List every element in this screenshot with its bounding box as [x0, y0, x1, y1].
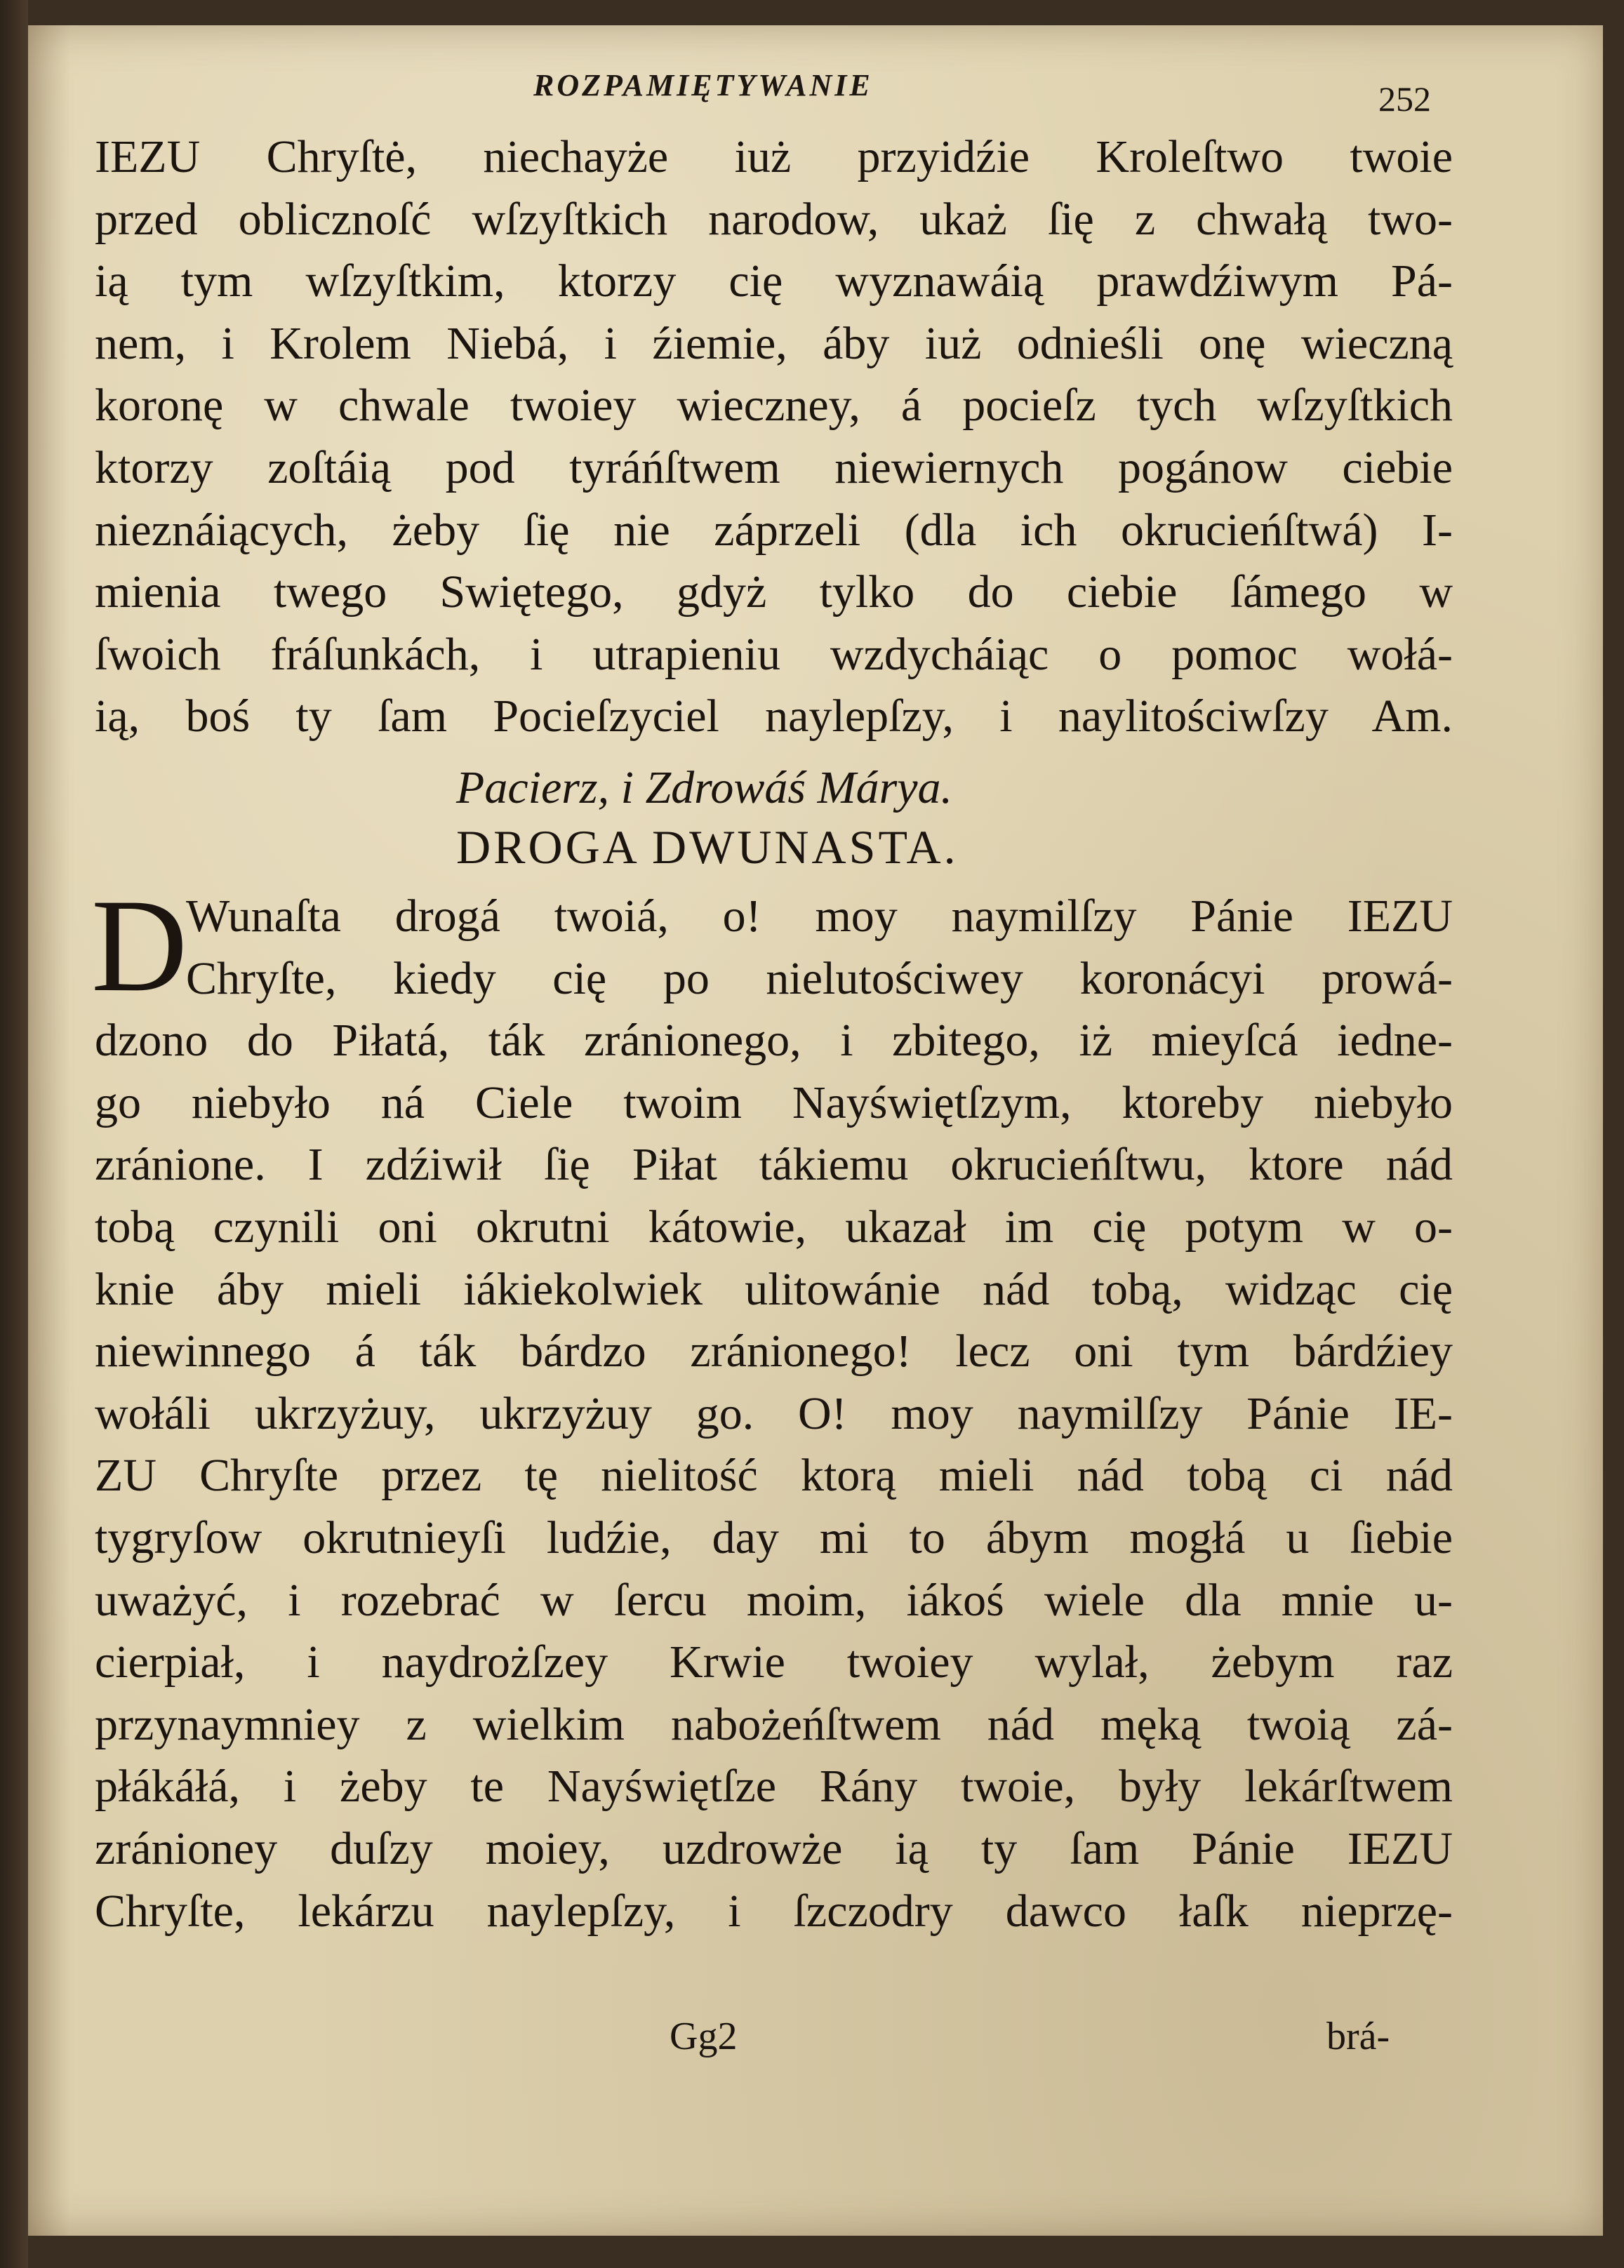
- section-heading: DROGA DWUNASTA.: [456, 820, 959, 874]
- text-line: Chryſte, kiedy cię po nielutościwey koronácyi prowá-: [186, 952, 1453, 1004]
- text-line: nem, i Krolem Niebá, i źiemie, áby iuż odnieśli onę wieczną: [95, 317, 1453, 369]
- text-line: wołáli ukrzyżuy, ukrzyżuy go. O! moy naymilſzy Pánie IE-: [95, 1387, 1453, 1439]
- text-line: cierpiał, i naydrożſzey Krwie twoiey wylał, żebym raz: [95, 1636, 1453, 1688]
- prayer-rubric: Pacierz, i Zdrowáś Márya.: [456, 762, 953, 813]
- text-line: ią tym wſzyſtkim, ktorzy cię wyznawáią prawdźiwym Pá-: [95, 255, 1453, 307]
- text-line: niewinnego á ták bárdzo zránionego! lecz oni tym bárdźiey: [95, 1326, 1453, 1378]
- text-line: przed oblicznoſć wſzyſtkich narodow, ukaż ſię z chwałą two-: [95, 193, 1453, 245]
- catchword: brá-: [1326, 2015, 1390, 2058]
- text-line: zránione. I zdźiwił ſię Piłat tákiemu okrucieńſtwu, ktore nád: [95, 1139, 1453, 1191]
- signature-mark: Gg2: [670, 2015, 738, 2058]
- book-gutter: [0, 0, 28, 2268]
- text-line: go niebyło ná Ciele twoim Nayświętſzym, ktoreby niebyło: [95, 1076, 1453, 1128]
- text-line: dzono do Piłatá, ták zránionego, i zbitego, iż mieyſcá iedne-: [95, 1015, 1453, 1067]
- text-line: uważyć, i rozebrać w ſercu moim, iákoś wiele dla mnie u-: [95, 1574, 1453, 1626]
- text-line: knie áby mieli iákiekolwiek ulitowánie nád tobą, widząc cię: [95, 1263, 1453, 1315]
- text-line: IEZU Chryſtė, niechayże iuż przyidźie Kroleſtwo twoie: [95, 131, 1453, 182]
- text-line: ktorzy zoſtáią pod tyráńſtwem niewiernych pogánow ciebie: [95, 441, 1453, 493]
- text-line: ſwoich fráſunkách, i utrapieniu wzdycháiąc o pomoc wołá-: [95, 628, 1453, 680]
- drop-cap: D: [91, 872, 188, 1020]
- running-title: ROZPAMIĘTYWANIE: [533, 68, 873, 102]
- text-line: mienia twego Swiętego, gdyż tylko do ciebie ſámego w: [95, 566, 1453, 618]
- text-line: tobą czynili oni okrutni kátowie, ukazał im cię potym w o-: [95, 1201, 1453, 1253]
- paragraph-two: [95, 886, 1453, 1942]
- text-line: zránioney duſzy moiey, uzdrowże ią ty ſam Pánie IEZU: [95, 1822, 1453, 1874]
- text-line: Chryſte, lekárzu naylepſzy, i ſzczodry dawco łaſk nieprzę-: [95, 1885, 1453, 1937]
- text-line: nieznáiących, żeby ſię nie záprzeli (dla ich okrucieńſtwá) I-: [95, 504, 1453, 556]
- page-number: 252: [1378, 79, 1431, 119]
- text-line: koronę w chwale twoiey wieczney, á pocieſz tych wſzyſtkich: [95, 380, 1453, 432]
- text-line: Wunaſta drogá twoiá, o! moy naymilſzy Pánie IEZU: [186, 890, 1453, 942]
- text-line: ią, boś ty ſam Pocieſzyciel naylepſzy, i naylitościwſzy Am.: [95, 691, 1453, 742]
- paragraph-one: [95, 126, 1453, 748]
- text-line: płákáłá, i żeby te Nayświętſze Rány twoie, były lekárſtwem: [95, 1761, 1453, 1813]
- text-line: przynaymniey z wielkim nabożeńſtwem nád męką twoią zá-: [95, 1698, 1453, 1750]
- text-line: tygryſow okrutnieyſi ludźie, day mi to ábym mogłá u ſiebie: [95, 1512, 1453, 1563]
- text-line: ZU Chryſte przez tę nielitość ktorą mieli nád tobą ci nád: [95, 1450, 1453, 1502]
